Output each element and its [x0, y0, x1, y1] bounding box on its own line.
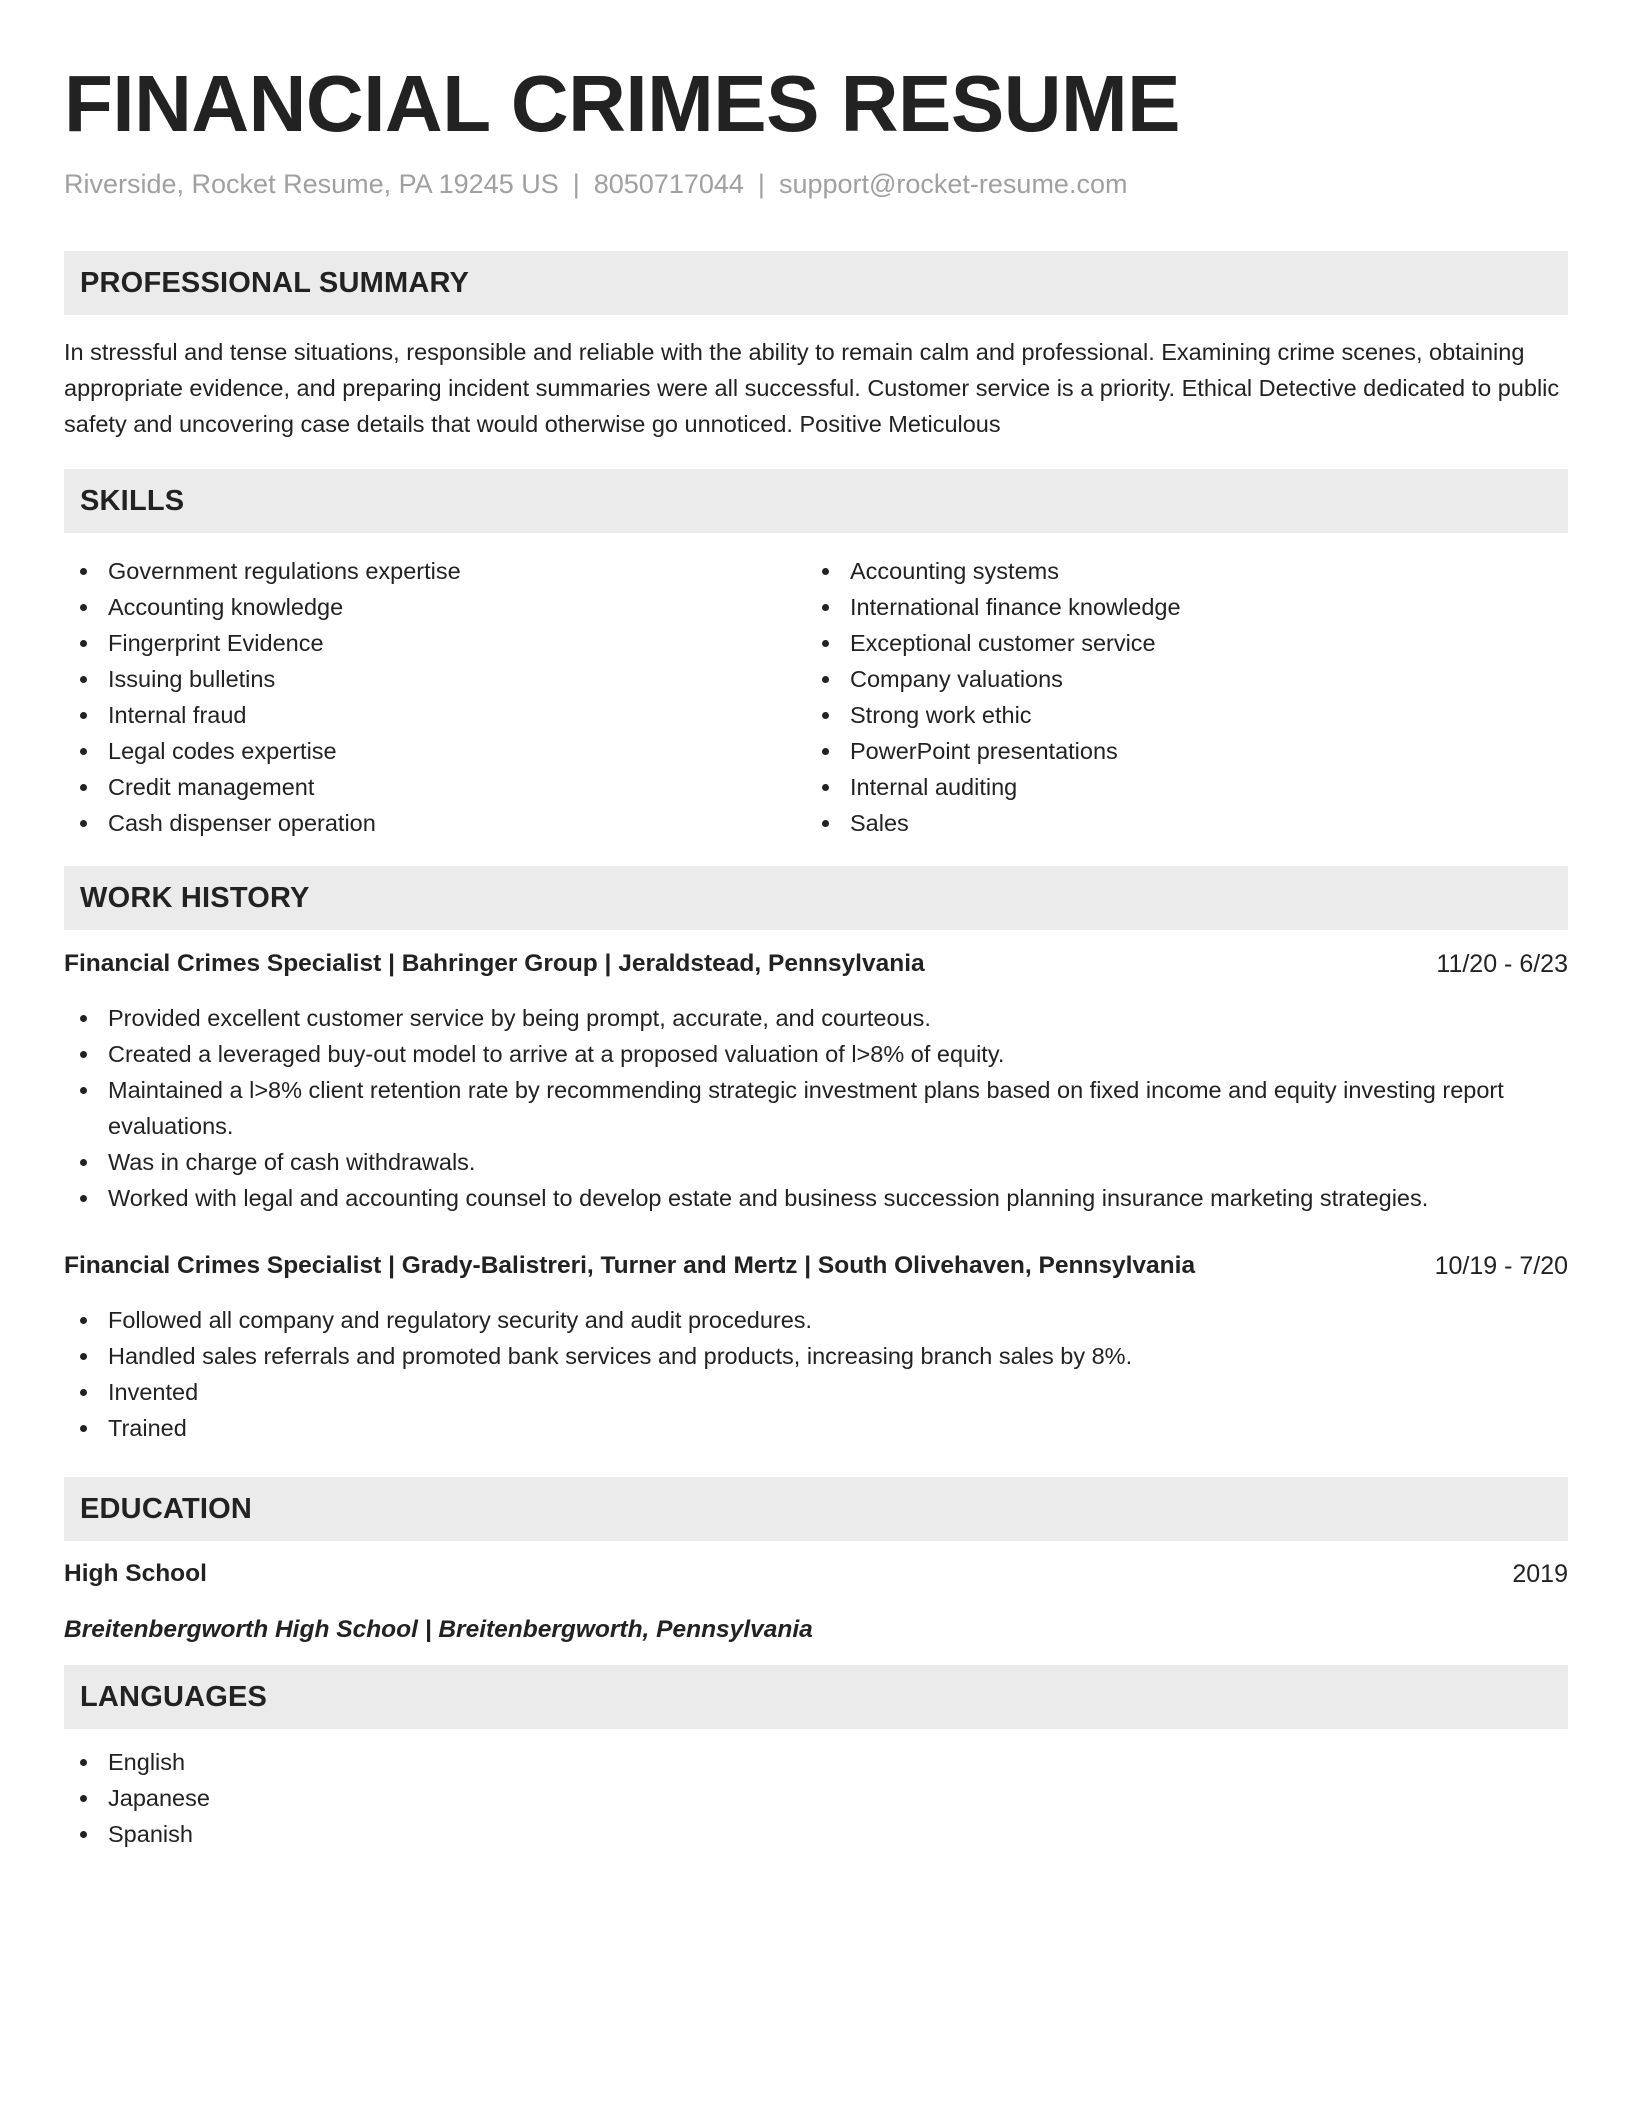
skills-column-left — [64, 553, 784, 841]
contact-email: support@rocket-resume.com — [778, 169, 1128, 199]
job-title: Financial Crimes Specialist | Bahringer Group | Jeraldstead, Pennsylvania — [64, 950, 925, 977]
job-bullets — [64, 1000, 1568, 1216]
skill-item: Accounting systems — [806, 553, 1526, 589]
job-bullet: Maintained a l>8% client retention rate by recommending strategic investment plans based on fixed income and equity investing report evaluations. — [64, 1072, 1568, 1144]
job-dates: 10/19 - 7/20 — [1434, 1252, 1568, 1280]
skills-column-right — [806, 553, 1526, 841]
contact-line — [64, 166, 1127, 202]
skill-item: Legal codes expertise — [64, 733, 784, 769]
job-bullet: Followed all company and regulatory security and audit procedures. — [64, 1302, 1568, 1338]
section-heading-work-history: WORK HISTORY — [64, 866, 1568, 930]
summary-text: In stressful and tense situations, responsible and reliable with the ability to remain calm and professional. Examining crime scenes, obtaining appropriate evidence, and preparing incident summaries were all successful. Customer service is a priority. Ethical Detective dedicated to public safety and uncovering case details that would otherwise go unnoticed. Positive Meticulous — [64, 339, 1560, 437]
skill-item: Exceptional customer service — [806, 625, 1526, 661]
section-heading-education: EDUCATION — [64, 1477, 1568, 1541]
job-bullet: Handled sales referrals and promoted bank services and products, increasing branch sales by 8%. — [64, 1338, 1568, 1374]
education-year: 2019 — [1512, 1560, 1568, 1588]
skill-item: Internal fraud — [64, 697, 784, 733]
job-bullet: Provided excellent customer service by being prompt, accurate, and courteous. — [64, 1000, 1568, 1036]
skill-item: International finance knowledge — [806, 589, 1526, 625]
skill-item: PowerPoint presentations — [806, 733, 1526, 769]
section-heading-skills: SKILLS — [64, 469, 1568, 533]
skill-item: Fingerprint Evidence — [64, 625, 784, 661]
contact-address: Riverside, Rocket Resume, PA 19245 US — [64, 169, 559, 199]
skill-item: Internal auditing — [806, 769, 1526, 805]
skills-list-right — [806, 553, 1526, 841]
education-school: Breitenbergworth High School | Breitenbergworth, Pennsylvania — [64, 1616, 813, 1643]
contact-separator: | — [757, 169, 765, 199]
skill-item: Sales — [806, 805, 1526, 841]
skill-item: Company valuations — [806, 661, 1526, 697]
contact-separator: | — [572, 169, 580, 199]
skill-item: Government regulations expertise — [64, 553, 784, 589]
job-bullet-list — [64, 1302, 1568, 1446]
job-bullet: Created a leveraged buy-out model to arrive at a proposed valuation of l>8% of equity. — [64, 1036, 1568, 1072]
languages-list-wrap — [64, 1744, 1568, 1852]
skill-item: Strong work ethic — [806, 697, 1526, 733]
job-bullet: Worked with legal and accounting counsel to develop estate and business succession planning insurance marketing strategies. — [64, 1180, 1568, 1216]
section-heading-languages: LANGUAGES — [64, 1665, 1568, 1729]
skill-item: Issuing bulletins — [64, 661, 784, 697]
contact-phone: 8050717044 — [593, 169, 744, 199]
job-dates: 11/20 - 6/23 — [1436, 950, 1568, 978]
skill-item: Credit management — [64, 769, 784, 805]
job-title: Financial Crimes Specialist | Grady-Balistreri, Turner and Mertz | South Olivehaven, Pennsylvania — [64, 1252, 1196, 1279]
job-bullet: Invented — [64, 1374, 1568, 1410]
language-item: Spanish — [64, 1816, 1568, 1852]
job-bullet: Trained — [64, 1410, 1568, 1446]
section-heading-summary: PROFESSIONAL SUMMARY — [64, 251, 1568, 315]
language-item: English — [64, 1744, 1568, 1780]
skill-item: Cash dispenser operation — [64, 805, 784, 841]
language-item: Japanese — [64, 1780, 1568, 1816]
resume-name: FINANCIAL CRIMES RESUME — [64, 59, 1180, 148]
languages-list — [64, 1744, 1568, 1852]
education-degree: High School — [64, 1560, 207, 1587]
job-bullet-list — [64, 1000, 1568, 1216]
skills-list-left — [64, 553, 784, 841]
job-bullet: Was in charge of cash withdrawals. — [64, 1144, 1568, 1180]
job-bullets — [64, 1302, 1568, 1446]
skill-item: Accounting knowledge — [64, 589, 784, 625]
